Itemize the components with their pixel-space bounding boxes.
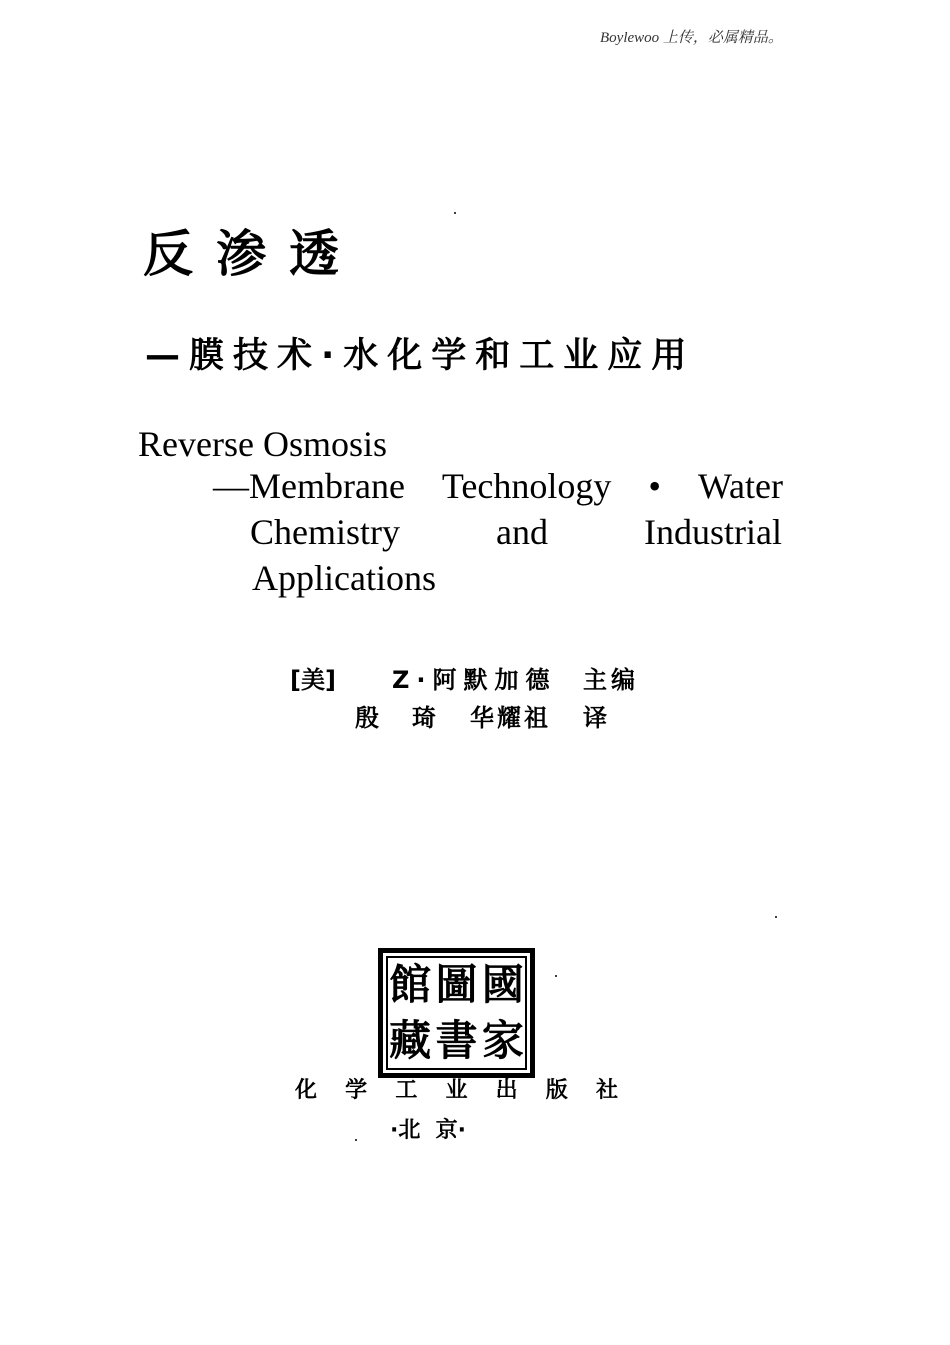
book-title: 反渗透 <box>143 225 362 283</box>
english-word: Water <box>697 466 783 506</box>
english-word: —Membrane <box>213 466 405 506</box>
seal-character: 圖 <box>435 960 478 1009</box>
english-title-line-2 <box>213 464 783 508</box>
seal-character: 書 <box>435 1016 478 1065</box>
author-nationality: [美] <box>290 666 336 694</box>
publisher-character: 版 <box>545 1078 568 1103</box>
publisher-character: 社 <box>595 1078 618 1103</box>
translator-name: 殷琦 <box>355 704 469 732</box>
scan-speck <box>555 975 557 977</box>
book-subtitle: —膜技术·水化学和工业应用 <box>145 336 696 376</box>
scan-speck <box>775 916 777 918</box>
publisher-character: 工 <box>395 1078 418 1103</box>
scan-speck <box>454 212 456 214</box>
english-title-line-1: Reverse Osmosis <box>138 424 387 464</box>
publisher-city: ·北 京· <box>390 1118 467 1143</box>
seal-character: 家 <box>481 1016 524 1065</box>
english-title-line-3 <box>250 510 782 554</box>
upload-watermark: Boylewoo 上传，必属精品。 <box>600 30 783 46</box>
library-seal-stamp <box>378 948 535 1078</box>
publisher-character: 学 <box>345 1078 368 1103</box>
translator-name: 华耀祖 <box>470 704 551 732</box>
seal-character: 館 <box>389 960 432 1009</box>
publisher-name <box>295 1077 618 1105</box>
english-word: Industrial <box>644 512 782 552</box>
seal-character: 藏 <box>389 1016 432 1065</box>
seal-character: 國 <box>481 960 524 1009</box>
english-separator: • <box>648 466 661 506</box>
english-word: and <box>496 512 548 552</box>
publisher-character: 化 <box>295 1078 318 1103</box>
scan-speck <box>355 1139 357 1141</box>
translator-role: 译 <box>583 704 607 732</box>
english-word: Technology <box>441 466 612 506</box>
author-role: 主编 <box>583 666 639 694</box>
english-word: Chemistry <box>250 512 400 552</box>
author-name: Z·阿默加德 <box>392 666 557 694</box>
publisher-character: 业 <box>445 1078 468 1103</box>
english-title-line-4: Applications <box>252 558 436 598</box>
publisher-character: 出 <box>495 1078 518 1103</box>
